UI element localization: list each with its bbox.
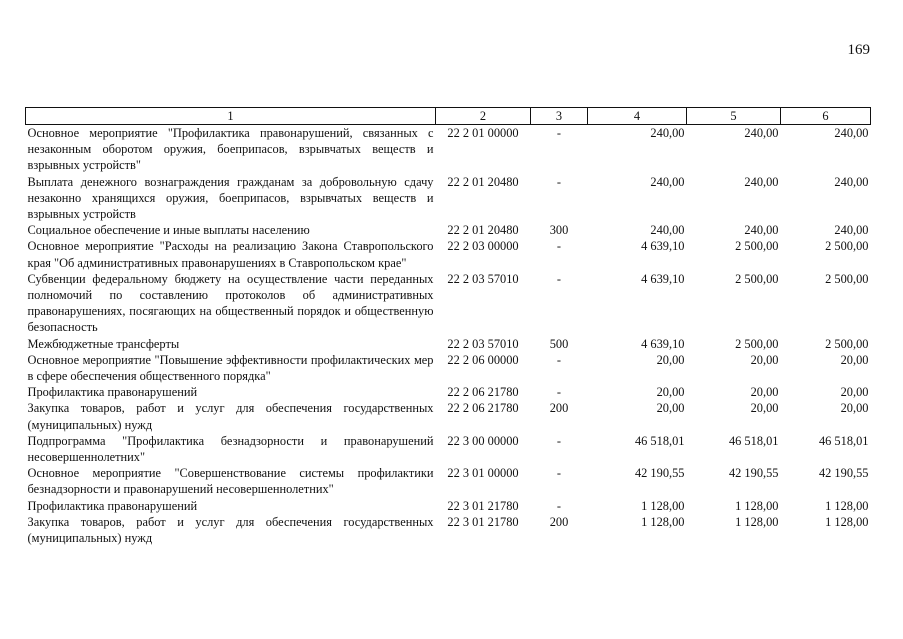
row-name: Подпрограмма "Профилактика безнадзорности и правонарушений несовершеннолетних" xyxy=(27,433,434,465)
row-name: Основное мероприятие "Расходы на реализацию Закона Ставропольского края "Об административных правонарушениях в Ставропольском крае" xyxy=(27,239,434,270)
row-code: 22 3 00 00000 xyxy=(447,433,519,448)
row-value-col6: 2 500,00 xyxy=(825,271,869,286)
row-code: 22 2 01 20480 xyxy=(447,174,519,189)
table-row xyxy=(26,433,871,465)
row-value-col5: 20,00 xyxy=(750,352,779,367)
table-header xyxy=(26,108,871,125)
row-value-col4: 1 128,00 xyxy=(641,514,685,529)
table-row xyxy=(26,384,871,400)
header-col-2: 2 xyxy=(436,108,531,125)
row-name: Социальное обеспечение и иные выплаты населению xyxy=(27,223,310,238)
row-expense-type: - xyxy=(556,433,562,448)
row-expense-type: - xyxy=(556,466,562,481)
row-value-col5: 20,00 xyxy=(750,385,779,400)
row-code: 22 2 06 21780 xyxy=(447,401,519,416)
table-row xyxy=(26,336,871,352)
row-value-col6: 20,00 xyxy=(840,352,869,367)
row-name: Профилактика правонарушений xyxy=(27,498,198,513)
header-col-3: 3 xyxy=(531,108,588,125)
table-row xyxy=(26,514,871,546)
row-value-col4: 4 639,10 xyxy=(641,336,685,351)
header-col-1: 1 xyxy=(26,108,436,125)
row-value-col5: 1 128,00 xyxy=(735,498,779,513)
row-value-col4: 1 128,00 xyxy=(641,498,685,513)
row-value-col5: 240,00 xyxy=(744,174,779,189)
row-value-col4: 240,00 xyxy=(650,126,685,140)
row-value-col6: 1 128,00 xyxy=(825,514,869,529)
row-code: 22 2 01 20480 xyxy=(447,223,519,238)
row-value-col5: 240,00 xyxy=(744,223,779,238)
row-value-col5: 2 500,00 xyxy=(735,271,779,286)
row-name: Выплата денежного вознаграждения гражданам за добровольную сдачу незаконно хранящихся оружия, боеприпасов, взрывчатых веществ и взрывных устройств xyxy=(27,174,434,222)
row-value-col6: 2 500,00 xyxy=(825,336,869,351)
row-name: Межбюджетные трансферты xyxy=(27,336,180,351)
header-col-5: 5 xyxy=(687,108,781,125)
row-name: Закупка товаров, работ и услуг для обеспечения государственных (муниципальных) нужд xyxy=(27,514,434,546)
header-col-4: 4 xyxy=(588,108,687,125)
row-value-col6: 240,00 xyxy=(834,223,869,238)
row-value-col5: 42 190,55 xyxy=(728,466,779,481)
row-value-col6: 240,00 xyxy=(834,126,869,140)
row-value-col6: 20,00 xyxy=(840,385,869,400)
row-value-col4: 20,00 xyxy=(656,385,685,400)
row-value-col6: 240,00 xyxy=(834,174,869,189)
row-expense-type: - xyxy=(556,271,562,286)
row-code: 22 2 03 57010 xyxy=(447,271,519,286)
row-name: Субвенции федеральному бюджету на осуществление части переданных полномочий по составлению протоколов об административных правонарушениях, посягающих на общественный порядок и общественную безопасность xyxy=(27,271,434,335)
table-row xyxy=(26,125,871,174)
row-value-col5: 20,00 xyxy=(750,401,779,416)
row-expense-type: 200 xyxy=(549,401,569,416)
header-row xyxy=(26,108,871,125)
row-value-col6: 46 518,01 xyxy=(818,433,869,448)
row-expense-type: - xyxy=(556,239,562,254)
table-row xyxy=(26,352,871,384)
row-expense-type: - xyxy=(556,385,562,400)
row-value-col4: 46 518,01 xyxy=(634,433,685,448)
row-value-col4: 42 190,55 xyxy=(634,466,685,481)
row-name: Основное мероприятие "Профилактика правонарушений, связанных с незаконным оборотом оружия, боеприпасов, взрывчатых веществ и взрывных устройств" xyxy=(27,126,434,173)
row-name: Закупка товаров, работ и услуг для обеспечения государственных (муниципальных) нужд xyxy=(27,401,434,432)
row-expense-type: 300 xyxy=(549,223,569,238)
row-value-col4: 20,00 xyxy=(656,401,685,416)
page-number: 169 xyxy=(847,42,870,58)
row-name: Основное мероприятие "Повышение эффективности профилактических мер в сфере обеспечения общественного порядка" xyxy=(27,352,434,384)
table-body xyxy=(26,125,871,547)
row-expense-type: - xyxy=(556,498,562,513)
row-expense-type: - xyxy=(556,352,562,367)
row-value-col5: 2 500,00 xyxy=(735,239,779,254)
row-value-col5: 46 518,01 xyxy=(728,433,779,448)
row-expense-type: 200 xyxy=(549,514,569,529)
row-code: 22 2 06 21780 xyxy=(447,385,519,400)
row-code: 22 2 03 57010 xyxy=(447,336,519,351)
table-row xyxy=(26,400,871,432)
row-expense-type: - xyxy=(556,126,562,140)
table-row xyxy=(26,498,871,514)
row-value-col4: 20,00 xyxy=(656,352,685,367)
table-row xyxy=(26,222,871,238)
row-value-col5: 240,00 xyxy=(744,126,779,140)
row-expense-type: 500 xyxy=(549,336,569,351)
budget-table xyxy=(25,107,871,546)
row-value-col4: 4 639,10 xyxy=(641,239,685,254)
row-expense-type: - xyxy=(556,174,562,189)
header-col-6: 6 xyxy=(781,108,871,125)
row-name: Профилактика правонарушений xyxy=(27,385,198,400)
row-code: 22 2 03 00000 xyxy=(447,239,519,254)
row-value-col6: 1 128,00 xyxy=(825,498,869,513)
row-code: 22 2 06 00000 xyxy=(447,352,519,367)
table-row xyxy=(26,465,871,497)
row-value-col5: 2 500,00 xyxy=(735,336,779,351)
row-value-col6: 42 190,55 xyxy=(818,466,869,481)
row-value-col6: 2 500,00 xyxy=(825,239,869,254)
row-value-col5: 1 128,00 xyxy=(735,514,779,529)
row-code: 22 3 01 21780 xyxy=(447,514,519,529)
row-code: 22 3 01 00000 xyxy=(447,466,519,481)
row-value-col6: 20,00 xyxy=(840,401,869,416)
row-value-col4: 240,00 xyxy=(650,223,685,238)
table-row xyxy=(26,238,871,270)
row-name: Основное мероприятие "Совершенствование системы профилактики безнадзорности и правонарушений несовершеннолетних" xyxy=(27,466,434,497)
row-value-col4: 240,00 xyxy=(650,174,685,189)
row-code: 22 2 01 00000 xyxy=(447,126,519,140)
table-row xyxy=(26,271,871,336)
row-code: 22 3 01 21780 xyxy=(447,498,519,513)
table-row xyxy=(26,174,871,223)
row-value-col4: 4 639,10 xyxy=(641,271,685,286)
